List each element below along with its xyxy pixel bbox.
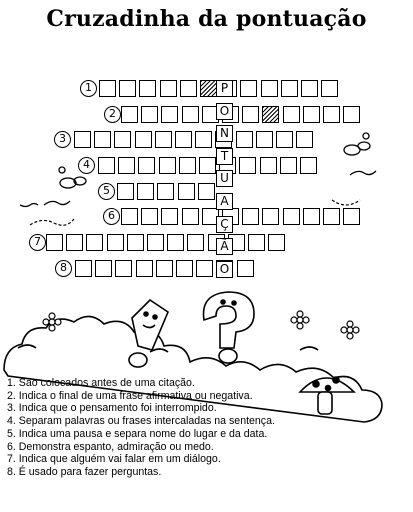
clue-item: 4. Separam palavras ou frases intercaladas na sentença. [7, 415, 275, 428]
clue-number: 7 [29, 234, 46, 251]
clue-number: 1 [80, 80, 97, 97]
clue-item: 1. São colocados antes de uma citação. [7, 377, 195, 389]
clue-item: 8. É usado para fazer perguntas. [7, 465, 162, 478]
clue-number: 3 [54, 131, 71, 148]
clue-number: 5 [98, 183, 115, 200]
clue-item: 7. Indica que alguém vai falar em um diálogo. [7, 453, 221, 466]
clue-item: 6. Demonstra espanto, admiração ou medo. [7, 440, 214, 453]
bug-left-icon [20, 167, 86, 207]
keyword-cell: O [216, 103, 233, 120]
clue-number: 8 [55, 260, 72, 277]
keyword-cell: T [216, 148, 233, 165]
clues-list [7, 377, 275, 479]
clue-number: 6 [103, 208, 120, 225]
keyword-cell: U [216, 170, 233, 187]
puzzle-title: Cruzadinha da pontuação [46, 6, 367, 32]
clue-number: 4 [78, 157, 95, 174]
clue-item: 2. Indica o final de uma frase afirmativa ou negativa. [7, 389, 253, 402]
keyword-cell: A [216, 193, 233, 210]
keyword-cell: Ç [216, 216, 233, 233]
keyword-cell: Ã [216, 238, 233, 255]
keyword-cell: O [216, 261, 233, 278]
keyword-cell: P [216, 80, 233, 97]
clue-item: 3. Indica que o pensamento foi interrompido. [7, 402, 217, 415]
worm-icon [30, 200, 360, 225]
keyword-cell: N [216, 125, 233, 142]
clue-number: 2 [104, 106, 121, 123]
clue-item: 5. Indica uma pausa e separa nome do lugar e da data. [7, 427, 268, 440]
question-character-icon [204, 292, 255, 363]
bug-right-icon [344, 133, 376, 175]
